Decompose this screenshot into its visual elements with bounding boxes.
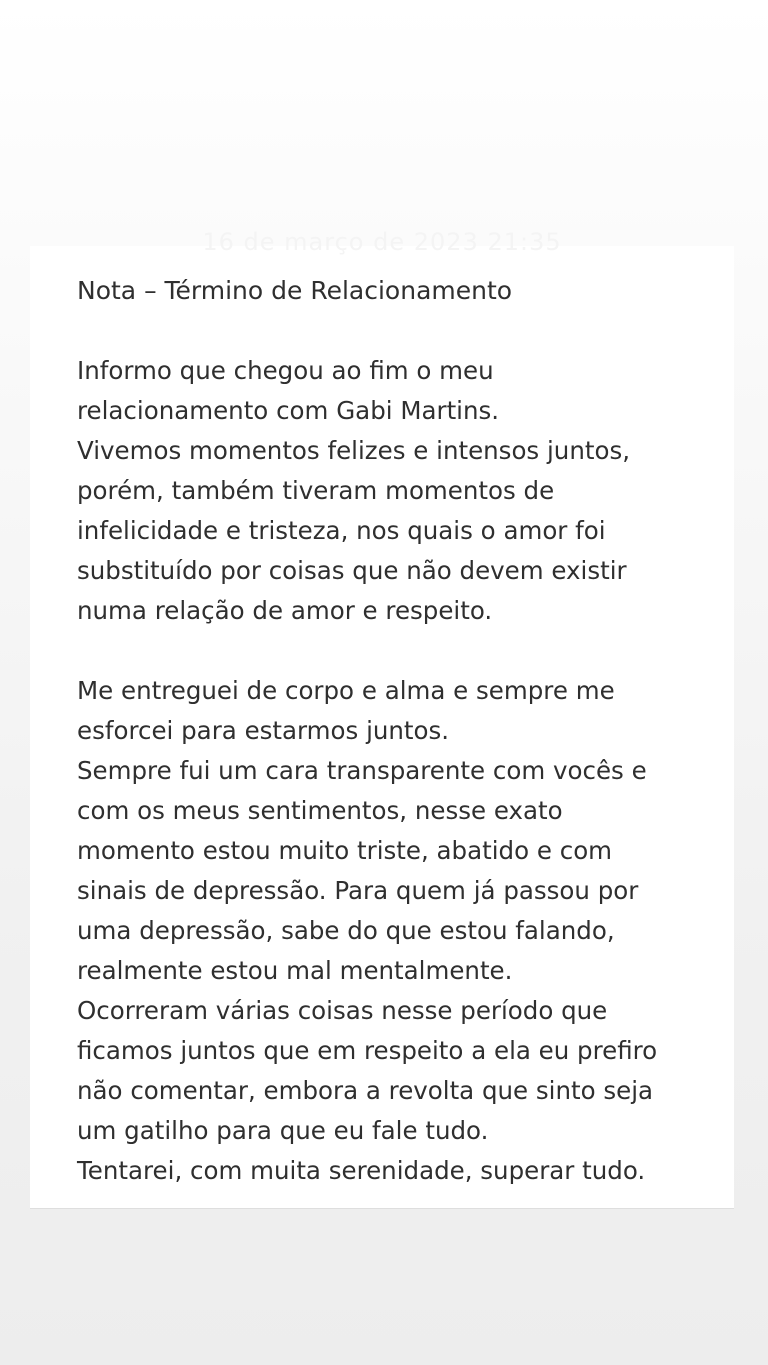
note-line: ficamos juntos que em respeito a ela eu prefiro <box>77 1036 658 1065</box>
note-line: não comentar, embora a revolta que sinto seja <box>77 1076 654 1105</box>
note-line: Ocorreram várias coisas nesse período que <box>77 996 608 1025</box>
note-line: porém, também tiveram momentos de <box>77 476 555 505</box>
note-line: uma depressão, sabe do que estou falando, <box>77 916 615 945</box>
note-line: Tentarei, com muita serenidade, superar tudo. <box>77 1156 646 1185</box>
note-line: Me entreguei de corpo e alma e sempre me <box>77 676 615 705</box>
note-line: infelicidade e tristeza, nos quais o amor foi <box>77 516 606 545</box>
note-line: substituído por coisas que não devem existir <box>77 556 627 585</box>
note-line: Vivemos momentos felizes e intensos juntos, <box>77 436 630 465</box>
note-line: realmente estou mal mentalmente. <box>77 956 513 985</box>
note-line: relacionamento com Gabi Martins. <box>77 396 500 425</box>
note-title: Nota – Término de Relacionamento <box>77 276 513 305</box>
note-line: momento estou muito triste, abatido e com <box>77 836 613 865</box>
note-body <box>77 351 717 1231</box>
note-line: esforcei para estarmos juntos. <box>77 716 450 745</box>
note-line: numa relação de amor e respeito. <box>77 596 493 625</box>
note-line: com os meus sentimentos, nesse exato <box>77 796 563 825</box>
note-line: Informo que chegou ao fim o meu <box>77 356 494 385</box>
note-paragraph <box>77 671 717 1191</box>
note-card <box>30 228 734 1209</box>
note-line: sinais de depressão. Para quem já passou por <box>77 876 639 905</box>
note-line: Sempre fui um cara transparente com vocês e <box>77 756 647 785</box>
note-line: um gatilho para que eu fale tudo. <box>77 1116 489 1145</box>
note-paragraph <box>77 351 717 631</box>
note-date: 16 de março de 2023 21:35 <box>202 228 562 256</box>
